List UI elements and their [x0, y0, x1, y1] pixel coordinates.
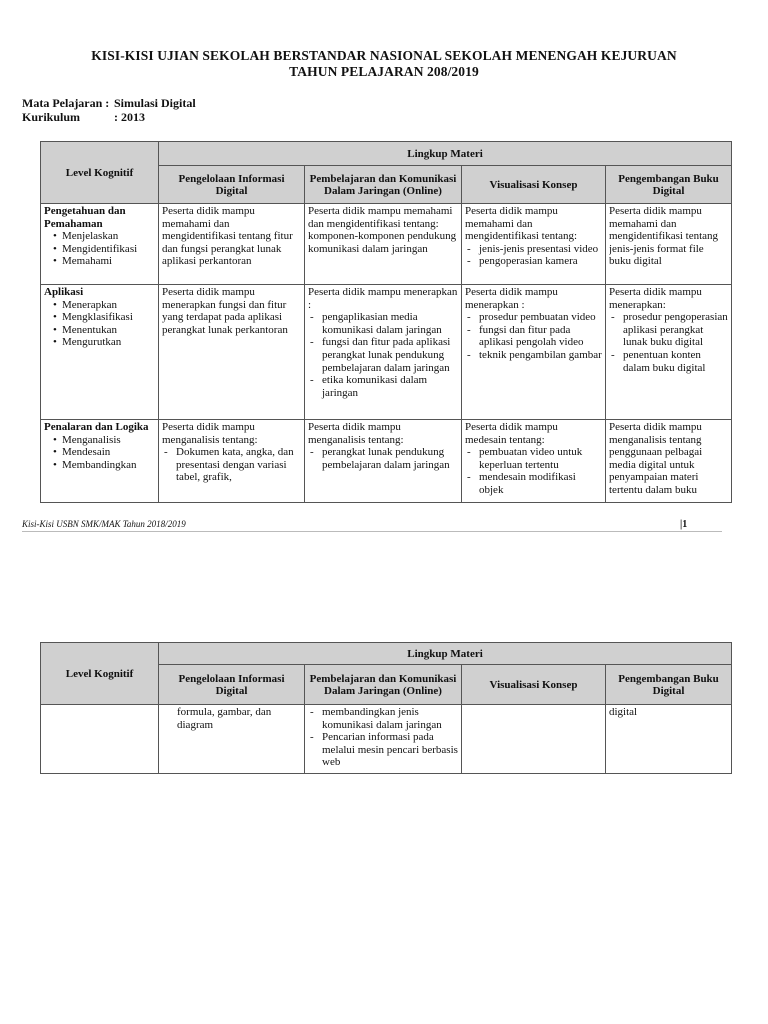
column-header: Pembelajaran dan Komunikasi Dalam Jaringan (Online)	[305, 665, 462, 705]
table-row	[41, 285, 732, 420]
cell-text: Peserta didik mampu menganalisis tentang:	[308, 421, 404, 446]
cell-item: - prosedur pembuatan video	[479, 311, 602, 324]
cell-item: - Dokumen kata, angka, dan presentasi dengan variasi tabel, grafik,	[176, 446, 301, 484]
cell-item: - mendesain modifikasi objek	[479, 471, 602, 496]
column-header: Pengelolaan Informasi Digital	[159, 665, 305, 705]
cell-text: formula, gambar, dan diagram	[177, 706, 272, 731]
column-header: Visualisasi Konsep	[462, 166, 606, 204]
kisi-kisi-table	[40, 141, 732, 503]
column-header: Pengembangan Buku Digital	[606, 665, 732, 705]
level-item: • Menjelaskan	[62, 230, 155, 243]
cell-item: - pengoperasian kamera	[479, 255, 602, 268]
cell-item: - penentuan konten dalam buku digital	[623, 349, 728, 374]
level-item: • Menerapkan	[62, 299, 155, 312]
cell-text: Peserta didik mampu memahami dan mengidentifikasi tentang fitur dan fungsi perangkat lunak aplikasi perkantoran	[162, 205, 293, 268]
cell-item: - membandingkan jenis komunikasi dalam jaringan	[322, 706, 458, 731]
footer-divider	[22, 531, 722, 532]
lingkup-materi-header: Lingkup Materi	[159, 643, 732, 665]
cell-text: Peserta didik mampu memahami dan mengidentifikasi tentang: komponen-komponen pendukung komunikasi dalam jaringan	[308, 205, 457, 255]
cell-item: - etika komunikasi dalam jaringan	[322, 374, 458, 399]
level-item: • Membandingkan	[62, 459, 155, 472]
cell-text: Peserta didik mampu menerapkan fungsi dan fitur yang terdapat pada aplikasi perangkat lunak perkantoran	[162, 286, 288, 336]
table-row	[41, 705, 732, 774]
kisi-kisi-table-continued	[40, 642, 732, 774]
column-header: Pengembangan Buku Digital	[606, 166, 732, 204]
level-item: • Menganalisis	[62, 434, 155, 447]
level-item: • Mendesain	[62, 446, 155, 459]
column-header: Pembelajaran dan Komunikasi Dalam Jaringan (Online)	[305, 166, 462, 204]
level-title: Pengetahuan dan Pemahaman	[44, 205, 126, 230]
column-header: Pengelolaan Informasi Digital	[159, 166, 305, 204]
level-kognitif-header: Level Kognitif	[41, 643, 159, 705]
document-title-line-1: KISI-KISI UJIAN SEKOLAH BERSTANDAR NASIONAL SEKOLAH MENENGAH KEJURUAN	[91, 48, 677, 63]
subject-value: Simulasi Digital	[114, 96, 196, 110]
cell-text: Peserta didik mampu menganalisis tentang:	[162, 421, 258, 446]
curriculum-value: : 2013	[114, 110, 145, 124]
cell-text: digital	[609, 706, 638, 718]
cell-item: - teknik pengambilan gambar	[479, 349, 602, 362]
level-item: • Memahami	[62, 255, 155, 268]
column-header: Visualisasi Konsep	[462, 665, 606, 705]
lingkup-materi-header: Lingkup Materi	[159, 142, 732, 166]
curriculum-label: Kurikulum	[22, 110, 81, 124]
cell-item: - jenis-jenis presentasi video	[479, 243, 602, 256]
cell-text: Peserta didik mampu menerapkan :	[308, 286, 458, 311]
page-footer: Kisi-Kisi USBN SMK/MAK Tahun 2018/2019	[22, 519, 186, 529]
cell-text: Peserta didik mampu menerapkan :	[465, 286, 558, 311]
cell-text: Peserta didik mampu menganalisis tentang penggunaan pelbagai media digital untuk penyampaian materi tertentu dalam buku	[609, 421, 703, 496]
page-number: |1	[680, 519, 688, 530]
level-item: • Mengklasifikasi	[62, 311, 155, 324]
cell-item: - pembuatan video untuk keperluan tertentu	[479, 446, 602, 471]
level-title: Aplikasi	[44, 286, 84, 298]
cell-text: Peserta didik mampu menerapkan:	[609, 286, 702, 311]
level-item: • Menentukan	[62, 324, 155, 337]
subject-label: Mata Pelajaran :	[22, 96, 110, 110]
cell-item: - perangkat lunak pendukung pembelajaran dalam jaringan	[322, 446, 458, 471]
cell-item: - pengaplikasian media komunikasi dalam jaringan	[322, 311, 458, 336]
level-item: • Mengidentifikasi	[62, 243, 155, 256]
level-item: • Mengurutkan	[62, 336, 155, 349]
cell-item: - fungsi dan fitur pada aplikasi perangkat lunak pendukung pembelajaran dalam jaringan	[322, 336, 458, 374]
document-title-line-2: TAHUN PELAJARAN 208/2019	[289, 64, 479, 79]
table-row	[41, 420, 732, 503]
table-row	[41, 204, 732, 285]
cell-text: Peserta didik mampu memahami dan mengidentifikasi tentang:	[465, 205, 578, 243]
level-title: Penalaran dan Logika	[44, 421, 149, 433]
subject-line	[22, 96, 196, 111]
cell-item: - Pencarian informasi pada melalui mesin pencari berbasis web	[322, 731, 458, 769]
cell-item: - fungsi dan fitur pada aplikasi pengolah video	[479, 324, 602, 349]
curriculum-line	[22, 110, 145, 125]
level-kognitif-header: Level Kognitif	[41, 142, 159, 204]
cell-text: Peserta didik mampu medesain tentang:	[465, 421, 558, 446]
cell-text: Peserta didik mampu memahami dan mengidentifikasi tentang jenis-jenis format file buku digital	[609, 205, 719, 268]
cell-item: - prosedur pengoperasian aplikasi perangkat lunak buku digital	[623, 311, 728, 349]
